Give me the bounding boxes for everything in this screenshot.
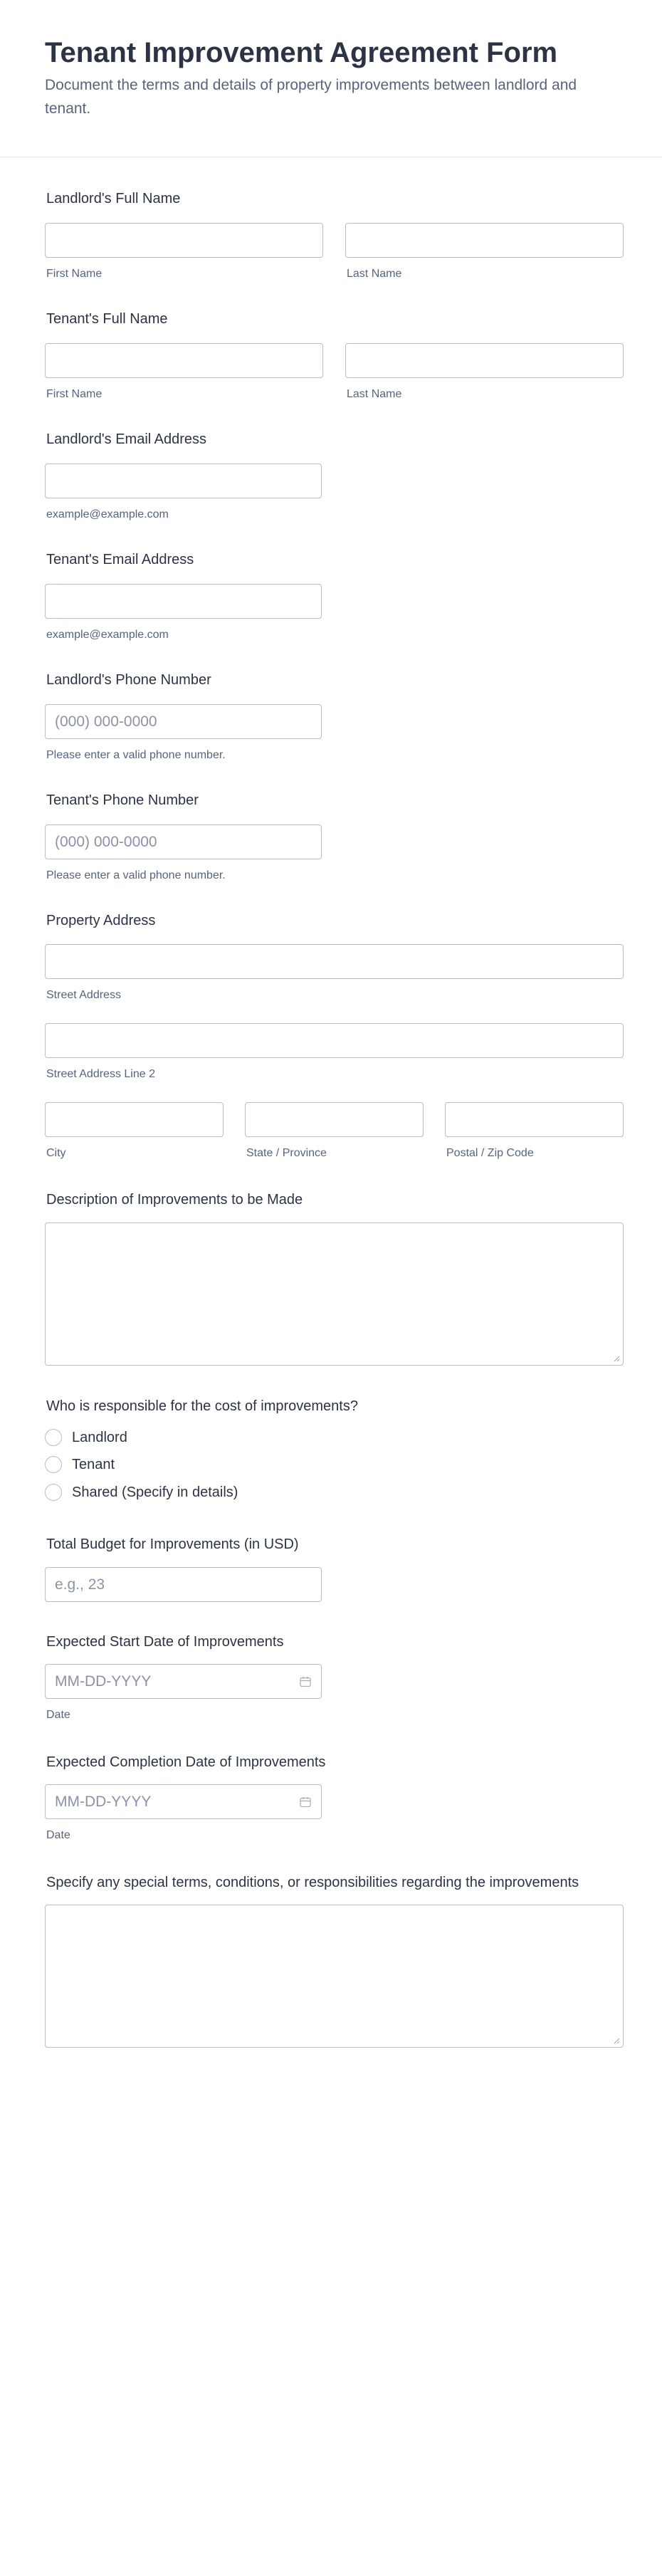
start-date-placeholder: MM-DD-YYYY <box>55 1673 152 1690</box>
landlord-email-input[interactable] <box>45 464 322 498</box>
postal-zip-input[interactable] <box>445 1102 624 1137</box>
form-header <box>0 0 662 157</box>
state-province-sublabel: State / Province <box>246 1147 327 1159</box>
radio-option-landlord[interactable] <box>45 1428 127 1447</box>
city-sublabel: City <box>46 1147 66 1159</box>
description-textarea[interactable] <box>45 1222 624 1366</box>
landlord-first-name-sublabel: First Name <box>46 268 103 280</box>
description-label: Description of Improvements to be Made <box>46 1192 303 1208</box>
tenant-last-name-input[interactable] <box>345 343 624 378</box>
page-subtitle: Document the terms and details of property improvements between landlord and tenant. <box>45 77 577 117</box>
calendar-icon[interactable] <box>299 1796 312 1808</box>
landlord-phone-input[interactable]: (000) 000-0000 <box>45 704 322 739</box>
radio-option-shared[interactable] <box>45 1483 238 1502</box>
street-address-line2-input[interactable] <box>45 1023 624 1058</box>
landlord-email-sublabel: example@example.com <box>46 508 169 520</box>
resize-grip-icon[interactable] <box>613 1355 620 1362</box>
calendar-icon[interactable] <box>299 1675 312 1688</box>
landlord-last-name-input[interactable] <box>345 223 624 258</box>
tenant-phone-label: Tenant's Phone Number <box>46 792 199 808</box>
state-province-input[interactable] <box>245 1102 424 1137</box>
completion-date-label: Expected Completion Date of Improvements <box>46 1754 326 1770</box>
radio-option-tenant[interactable] <box>45 1455 115 1474</box>
landlord-name-label: Landlord's Full Name <box>46 191 181 206</box>
tenant-email-sublabel: example@example.com <box>46 629 169 641</box>
start-date-sublabel: Date <box>46 1709 70 1721</box>
street-address-sublabel: Street Address <box>46 989 121 1001</box>
landlord-first-name-input[interactable] <box>45 223 323 258</box>
tenant-first-name-input[interactable] <box>45 343 323 378</box>
radio-label: Shared (Specify in details) <box>72 1484 238 1500</box>
street-address-line2-sublabel: Street Address Line 2 <box>46 1068 155 1080</box>
special-terms-textarea[interactable] <box>45 1905 624 2048</box>
landlord-phone-label: Landlord's Phone Number <box>46 672 211 688</box>
radio-button[interactable] <box>45 1456 62 1473</box>
special-terms-label: Specify any special terms, conditions, or responsibilities regarding the improvements <box>46 1875 579 1890</box>
landlord-phone-sublabel: Please enter a valid phone number. <box>46 749 226 761</box>
tenant-email-input[interactable] <box>45 584 322 619</box>
street-address-input[interactable] <box>45 944 624 979</box>
tenant-phone-input[interactable]: (000) 000-0000 <box>45 824 322 859</box>
start-date-input[interactable] <box>45 1664 322 1699</box>
budget-input[interactable]: e.g., 23 <box>45 1567 322 1602</box>
landlord-last-name-sublabel: Last Name <box>347 268 402 280</box>
completion-date-sublabel: Date <box>46 1829 70 1841</box>
landlord-email-label: Landlord's Email Address <box>46 431 207 447</box>
responsibility-label: Who is responsible for the cost of improvements? <box>46 1398 358 1414</box>
resize-grip-icon[interactable] <box>613 2037 620 2044</box>
page-title: Tenant Improvement Agreement Form <box>45 37 558 68</box>
completion-date-input[interactable] <box>45 1784 322 1819</box>
tenant-first-name-sublabel: First Name <box>46 388 103 400</box>
radio-button[interactable] <box>45 1429 62 1446</box>
tenant-name-label: Tenant's Full Name <box>46 311 168 327</box>
completion-date-placeholder: MM-DD-YYYY <box>55 1794 152 1810</box>
radio-label: Landlord <box>72 1429 127 1445</box>
tenant-phone-sublabel: Please enter a valid phone number. <box>46 869 226 881</box>
tenant-last-name-sublabel: Last Name <box>347 388 402 400</box>
city-input[interactable] <box>45 1102 224 1137</box>
budget-label: Total Budget for Improvements (in USD) <box>46 1536 299 1552</box>
postal-zip-sublabel: Postal / Zip Code <box>446 1147 534 1159</box>
tenant-email-label: Tenant's Email Address <box>46 552 194 567</box>
start-date-label: Expected Start Date of Improvements <box>46 1634 284 1650</box>
radio-label: Tenant <box>72 1456 115 1472</box>
radio-button[interactable] <box>45 1484 62 1501</box>
property-address-label: Property Address <box>46 913 156 928</box>
